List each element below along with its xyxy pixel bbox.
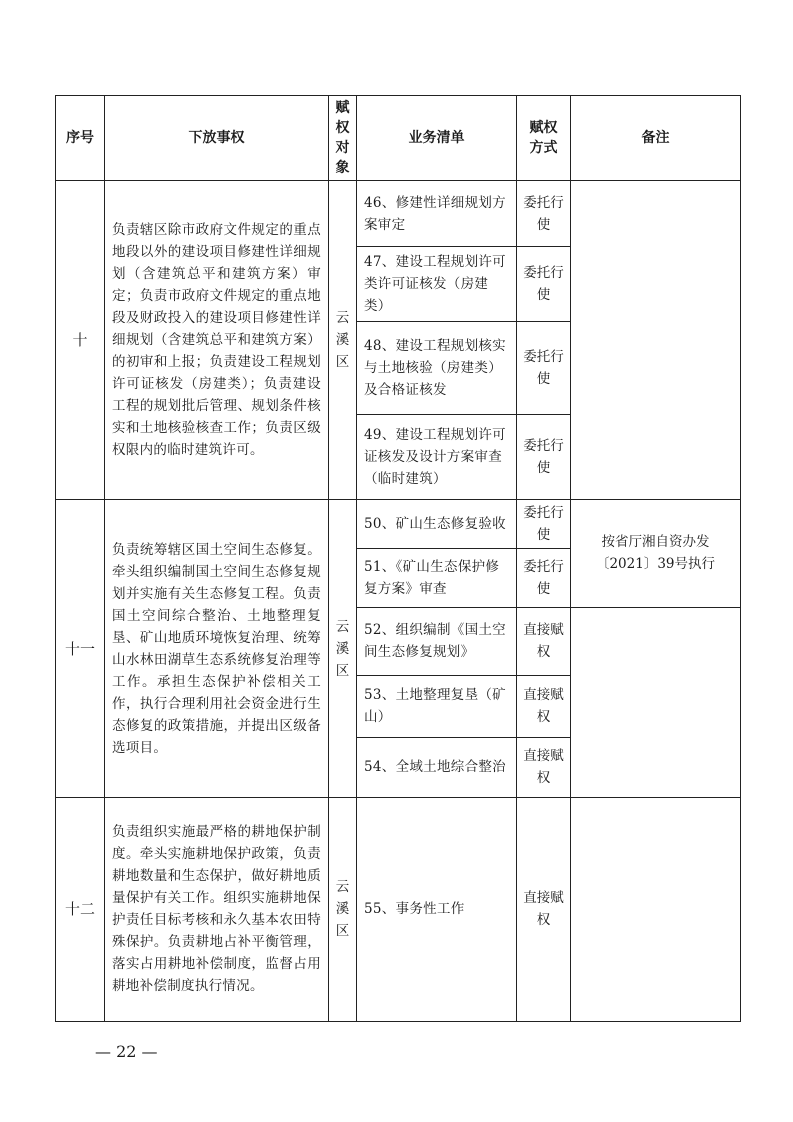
object-cell: 云溪区: [329, 797, 357, 1021]
header-note: 备注: [571, 96, 741, 181]
header-row: [56, 96, 741, 181]
header-method: 赋权方式: [517, 96, 571, 181]
method-cell: 委托行使: [517, 247, 571, 322]
business-item: 50、矿山生态修复验收: [357, 500, 517, 549]
business-item: 53、土地整理复垦（矿山）: [357, 675, 517, 737]
note-cell: 按省厅湘自资办发〔2021〕39号执行: [571, 500, 741, 607]
method-cell: 直接赋权: [517, 797, 571, 1021]
business-item: 51、《矿山生态保护修复方案》审查: [357, 549, 517, 607]
table-row: [56, 797, 741, 1021]
power-description: 负责统筹辖区国土空间生态修复。牵头组织编制国土空间生态修复规划并实施有关生态修复工程。负责国土空间综合整治、土地整理复垦、矿山地质环境恢复治理、统筹山水林田湖草生态系统修复治理等工作。承担生态保护补偿相关工作，执行合理利用社会资金进行生态修复的政策措施，并提出区级备选项目。: [105, 500, 329, 797]
row-seq: 十一: [56, 500, 105, 797]
business-item: 55、事务性工作: [357, 797, 517, 1021]
method-cell: 委托行使: [517, 415, 571, 500]
row-seq: 十二: [56, 797, 105, 1021]
header-business: 业务清单: [357, 96, 517, 181]
object-cell: 云溪区: [329, 500, 357, 797]
note-cell: [571, 607, 741, 797]
power-description: 负责组织实施最严格的耕地保护制度。牵头实施耕地保护政策，负责耕地数量和生态保护，做好耕地质量保护有关工作。组织实施耕地保护责任目标考核和永久基本农田特殊保护。负责耕地占补平衡管理，落实占用耕地补偿制度，监督占用耕地补偿制度执行情况。: [105, 797, 329, 1021]
power-description: 负责辖区除市政府文件规定的重点地段以外的建设项目修建性详细规划（含建筑总平和建筑方案）审定；负责市政府文件规定的重点地段及财政投入的建设项目修建性详细规划（含建筑总平和建筑方案）的初审和上报；负责建设工程规划许可证核发（房建类）；负责建设工程的规划批后管理、规划条件核实和土地核验核查工作；负责区级权限内的临时建筑许可。: [105, 181, 329, 500]
note-cell: [571, 181, 741, 500]
row-seq: 十: [56, 181, 105, 500]
method-cell: 直接赋权: [517, 607, 571, 675]
page-number: — 22 —: [95, 1042, 158, 1061]
method-cell: 委托行使: [517, 549, 571, 607]
method-cell: 委托行使: [517, 181, 571, 247]
business-item: 48、建设工程规划核实与土地核验（房建类）及合格证核发: [357, 322, 517, 415]
delegation-table: [55, 95, 741, 1022]
business-item: 49、建设工程规划许可证核发及设计方案审查（临时建筑）: [357, 415, 517, 500]
note-cell: [571, 797, 741, 1021]
business-item: 54、全域土地综合整治: [357, 737, 517, 797]
business-item: 52、组织编制《国土空间生态修复规划》: [357, 607, 517, 675]
table-row: [56, 500, 741, 549]
method-cell: 直接赋权: [517, 737, 571, 797]
header-object: 赋权对象: [329, 96, 357, 181]
method-cell: 委托行使: [517, 322, 571, 415]
object-cell: 云溪区: [329, 181, 357, 500]
business-item: 47、建设工程规划许可类许可证核发（房建类）: [357, 247, 517, 322]
business-item: 46、修建性详细规划方案审定: [357, 181, 517, 247]
table-row: [56, 181, 741, 247]
method-cell: 委托行使: [517, 500, 571, 549]
header-seq: 序号: [56, 96, 105, 181]
method-cell: 直接赋权: [517, 675, 571, 737]
header-power: 下放事权: [105, 96, 329, 181]
